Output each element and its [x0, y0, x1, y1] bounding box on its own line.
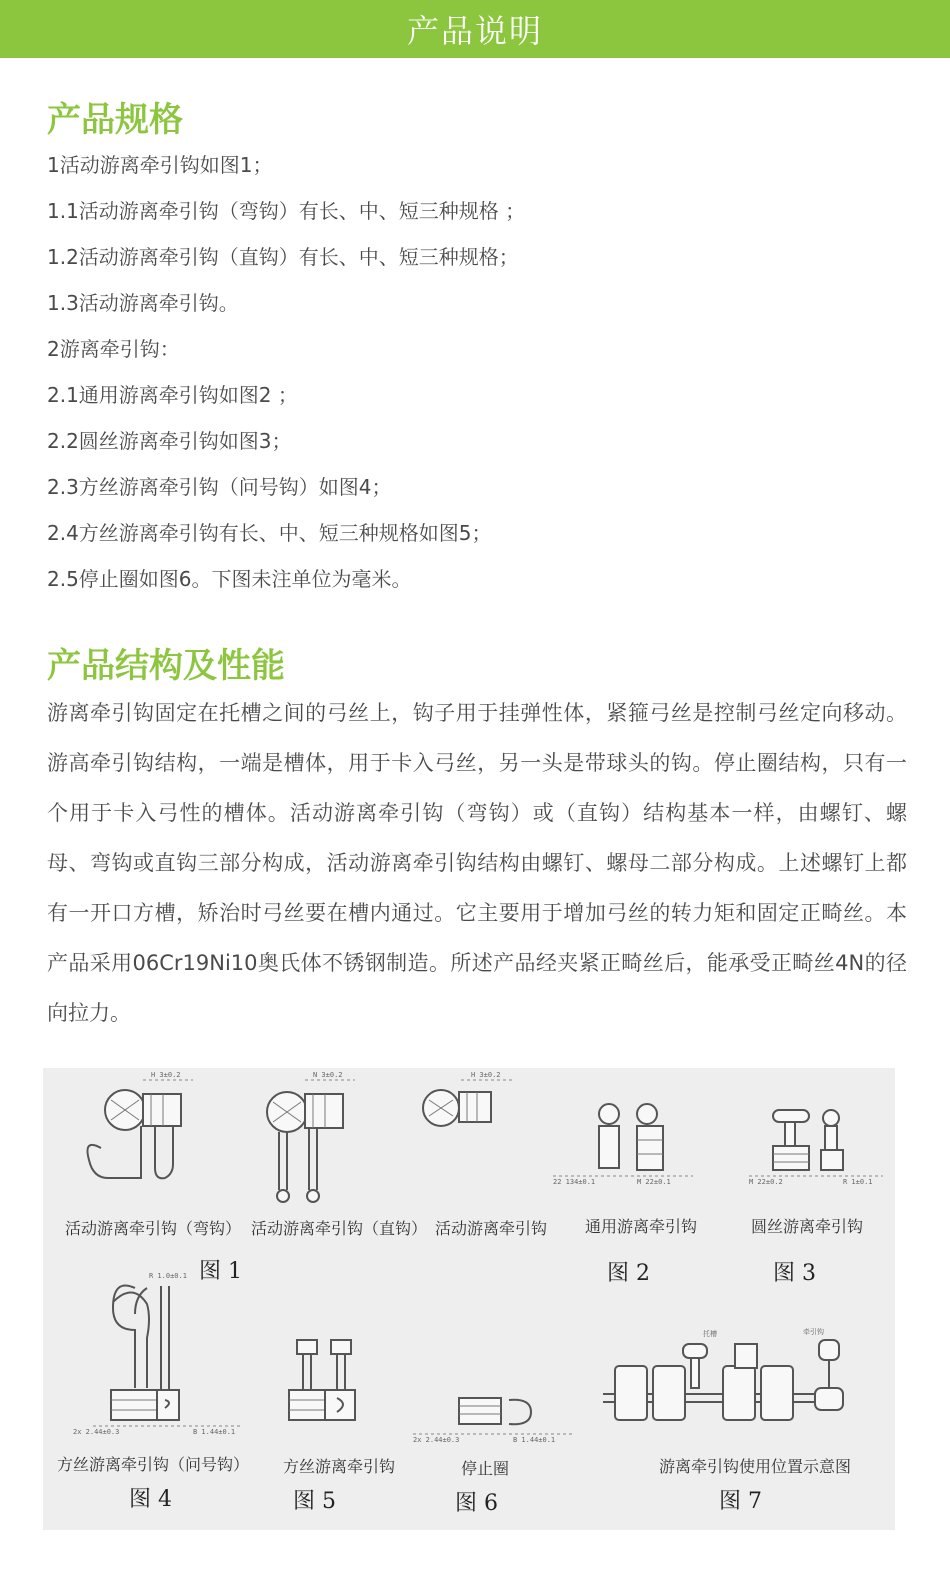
svg-text:B 1.44±0.1: B 1.44±0.1 [193, 1428, 236, 1436]
spec-item: 2游离牵引钩： [47, 337, 180, 361]
screw-hook-drawing [423, 1071, 513, 1126]
figure-diagram-panel [43, 1068, 895, 1530]
svg-text:B 1.44±0.1: B 1.44±0.1 [513, 1436, 556, 1444]
caption-fig5: 方丝游离牵引钩 [283, 1457, 396, 1476]
question-hook-drawing [73, 1272, 243, 1436]
spec-list [47, 142, 525, 602]
caption-fig4: 方丝游离牵引钩（问号钩） [57, 1455, 250, 1474]
bent-hook-drawing [88, 1071, 194, 1178]
caption-fig7: 游离牵引钩使用位置示意图 [659, 1457, 852, 1476]
round-wire-hook-drawing [749, 1110, 883, 1186]
square-wire-hook-drawing [289, 1340, 355, 1420]
spec-item: 1活动游离牵引钩如图1； [47, 153, 273, 177]
svg-text:2x 2.44±0.3: 2x 2.44±0.3 [413, 1436, 460, 1444]
svg-text:2x 2.44±0.3: 2x 2.44±0.3 [73, 1428, 120, 1436]
usage-position-drawing [603, 1327, 843, 1420]
svg-text:22 134±0.1: 22 134±0.1 [553, 1178, 596, 1186]
figure-2-label: 图 2 [607, 1261, 650, 1286]
caption-fig1-screw: 活动游离牵引钩 [435, 1219, 548, 1238]
structure-section-title: 产品结构及性能 [47, 646, 285, 686]
caption-fig1-bent: 活动游离牵引钩（弯钩） [65, 1219, 242, 1238]
svg-text:H 3±0.2: H 3±0.2 [471, 1071, 501, 1079]
universal-hook-drawing [553, 1104, 693, 1186]
spec-section-title: 产品规格 [47, 100, 183, 140]
svg-text:R 1.0±0.1: R 1.0±0.1 [149, 1272, 187, 1280]
spec-item: 1.1活动游离牵引钩（弯钩）有长、中、短三种规格 ； [47, 199, 526, 223]
spec-item: 2.2圆丝游离牵引钩如图3； [47, 429, 292, 453]
svg-text:M 22±0.1: M 22±0.1 [637, 1178, 671, 1186]
figure-5-label: 图 5 [293, 1489, 336, 1514]
header-title: 产品说明 [406, 12, 543, 50]
straight-hook-drawing [267, 1071, 355, 1202]
spec-item: 2.3方丝游离牵引钩（问号钩）如图4； [47, 475, 392, 499]
structure-description: 游离牵引钩固定在托槽之间的弓丝上，钩子用于挂弹性体，紧箍弓丝是控制弓丝定向移动。游高牵引钩结构，一端是槽体，用于卡入弓丝，另一头是带球头的钩。停止圈结构，只有一个用于卡入弓性的槽体。活动游离牵引钩（弯钩）或（直钩）结构基本一样，由螺钉、螺母、弯钩或直钩三部分构成，活动游离牵引钩结构由螺钉、螺母二部分构成。上述螺钉上都有一开口方槽，矫治时弓丝要在槽内通过。它主要用于增加弓丝的转力矩和固定正畸丝。本产品采用06Cr19Ni10奥氏体不锈钢制造。所述产品经夹紧正畸丝后，能承受正畸丝4N的径向拉力。 [47, 701, 907, 1025]
caption-fig6: 停止圈 [461, 1459, 510, 1478]
caption-fig1-straight: 活动游离牵引钩（直钩） [251, 1219, 428, 1238]
spec-item: 1.3活动游离牵引钩。 [47, 291, 239, 315]
figure-1-label: 图 1 [199, 1259, 242, 1284]
svg-text:H 3±0.2: H 3±0.2 [151, 1071, 181, 1079]
figure-4-label: 图 4 [129, 1487, 172, 1512]
stop-ring-drawing [413, 1398, 573, 1444]
figure-3-label: 图 3 [773, 1261, 816, 1286]
spec-item: 2.4方丝游离牵引钩有长、中、短三种规格如图5； [47, 521, 492, 545]
spec-item: 2.1通用游离牵引钩如图2 ； [47, 383, 298, 407]
svg-text:托槽: 托槽 [703, 1330, 717, 1338]
svg-text:M 22±0.2: M 22±0.2 [749, 1178, 783, 1186]
header-banner [0, 0, 950, 58]
svg-text:R 1±0.1: R 1±0.1 [843, 1178, 873, 1186]
figure-6-label: 图 6 [455, 1491, 498, 1516]
svg-text:N 3±0.2: N 3±0.2 [313, 1071, 343, 1079]
spec-item: 2.5停止圈如图6。下图未注单位为毫米。 [47, 567, 412, 591]
spec-item: 1.2活动游离牵引钩（直钩）有长、中、短三种规格； [47, 245, 519, 269]
figure-7-label: 图 7 [719, 1489, 762, 1514]
svg-text:牵引钩: 牵引钩 [803, 1328, 824, 1336]
caption-fig2: 通用游离牵引钩 [585, 1217, 698, 1236]
caption-fig3: 圆丝游离牵引钩 [751, 1217, 864, 1236]
